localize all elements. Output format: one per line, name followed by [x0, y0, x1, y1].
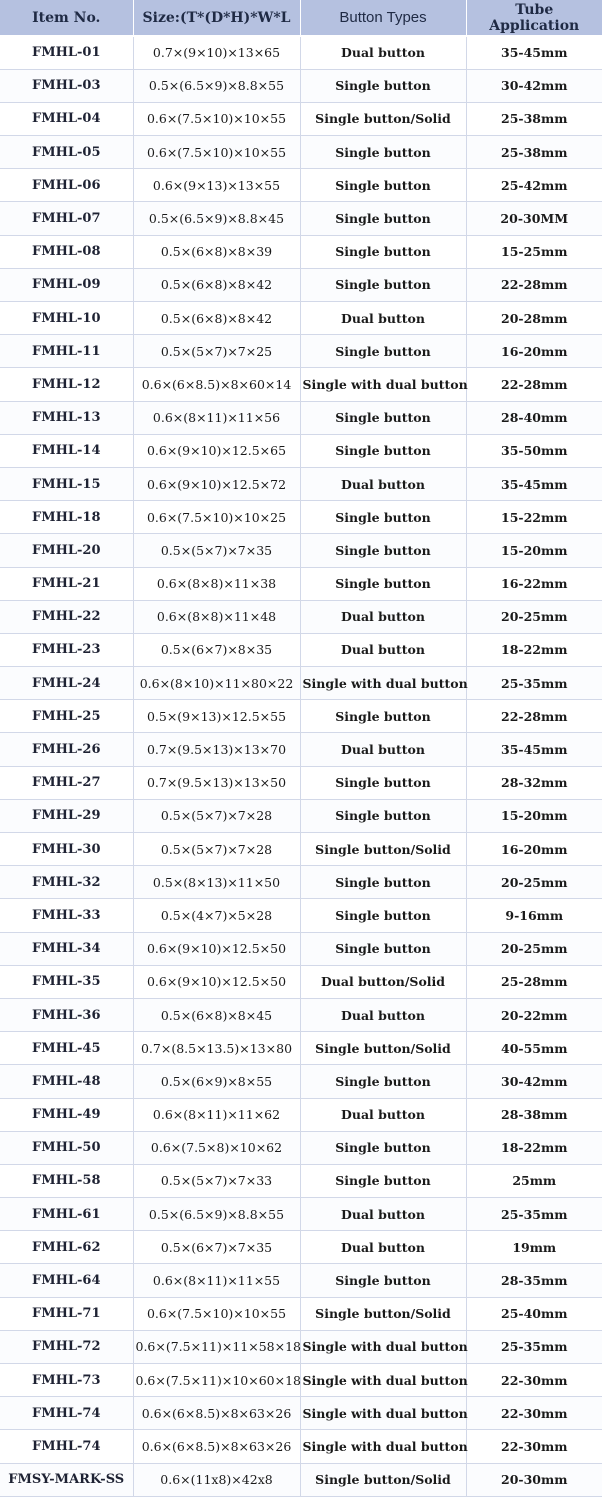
cell-button-type: Single with dual button — [300, 1430, 466, 1463]
cell-item-no: FMHL-64 — [0, 1264, 133, 1297]
cell-size: 0.6×(6×8.5)×8×60×14 — [133, 368, 300, 401]
table-row — [0, 69, 602, 102]
cell-button-type: Single button/Solid — [300, 833, 466, 866]
cell-size: 0.6×(9×10)×12.5×50 — [133, 932, 300, 965]
cell-tube-application: 16-20mm — [466, 833, 602, 866]
cell-size: 0.6×(8×8)×11×48 — [133, 600, 300, 633]
cell-item-no: FMHL-71 — [0, 1297, 133, 1330]
cell-button-type: Dual button — [300, 633, 466, 666]
cell-size: 0.6×(11x8)×42x8 — [133, 1463, 300, 1496]
cell-tube-application: 18-22mm — [466, 1131, 602, 1164]
cell-button-type: Single button — [300, 932, 466, 965]
cell-size: 0.5×(6×7)×8×35 — [133, 633, 300, 666]
cell-item-no: FMHL-23 — [0, 633, 133, 666]
cell-tube-application: 35-45mm — [466, 733, 602, 766]
cell-button-type: Single button/Solid — [300, 1032, 466, 1065]
cell-button-type: Single with dual button — [300, 1397, 466, 1430]
cell-size: 0.5×(5×7)×7×25 — [133, 335, 300, 368]
cell-button-type: Single button — [300, 1065, 466, 1098]
table-row — [0, 965, 602, 998]
cell-button-type: Single button — [300, 866, 466, 899]
table-row — [0, 998, 602, 1031]
cell-size: 0.5×(8×13)×11×50 — [133, 866, 300, 899]
table-row — [0, 235, 602, 268]
cell-item-no: FMHL-08 — [0, 235, 133, 268]
table-row — [0, 202, 602, 235]
cell-item-no: FMHL-72 — [0, 1330, 133, 1363]
cell-size: 0.5×(5×7)×7×33 — [133, 1164, 300, 1197]
cell-item-no: FMHL-61 — [0, 1198, 133, 1231]
cell-item-no: FMSY-MARK-SS — [0, 1463, 133, 1496]
cell-tube-application: 22-30mm — [466, 1397, 602, 1430]
cell-button-type: Dual button — [300, 1231, 466, 1264]
cell-button-type: Dual button — [300, 998, 466, 1031]
cell-tube-application: 20-22mm — [466, 998, 602, 1031]
cell-item-no: FMHL-26 — [0, 733, 133, 766]
cell-tube-application: 22-28mm — [466, 368, 602, 401]
header-item-no: Item No. — [0, 0, 133, 36]
cell-size: 0.6×(9×10)×12.5×50 — [133, 965, 300, 998]
cell-button-type: Single button — [300, 766, 466, 799]
cell-item-no: FMHL-18 — [0, 501, 133, 534]
table-row — [0, 434, 602, 467]
cell-item-no: FMHL-20 — [0, 534, 133, 567]
cell-item-no: FMHL-73 — [0, 1364, 133, 1397]
cell-item-no: FMHL-01 — [0, 36, 133, 69]
table-row — [0, 700, 602, 733]
cell-button-type: Single button — [300, 202, 466, 235]
cell-size: 0.6×(7.5×10)×10×55 — [133, 102, 300, 135]
table-row — [0, 667, 602, 700]
cell-tube-application: 22-30mm — [466, 1430, 602, 1463]
cell-item-no: FMHL-05 — [0, 136, 133, 169]
cell-tube-application: 20-30MM — [466, 202, 602, 235]
cell-button-type: Dual button — [300, 1198, 466, 1231]
cell-tube-application: 15-22mm — [466, 501, 602, 534]
cell-tube-application: 25-35mm — [466, 1198, 602, 1231]
cell-size: 0.6×(6×8.5)×8×63×26 — [133, 1430, 300, 1463]
cell-tube-application: 25-35mm — [466, 667, 602, 700]
cell-tube-application: 28-32mm — [466, 766, 602, 799]
table-row — [0, 467, 602, 500]
cell-size: 0.5×(6.5×9)×8.8×55 — [133, 69, 300, 102]
cell-item-no: FMHL-07 — [0, 202, 133, 235]
cell-size: 0.7×(9.5×13)×13×70 — [133, 733, 300, 766]
cell-size: 0.6×(9×10)×12.5×72 — [133, 467, 300, 500]
cell-button-type: Single button — [300, 335, 466, 368]
cell-button-type: Dual button — [300, 1098, 466, 1131]
cell-tube-application: 20-30mm — [466, 1463, 602, 1496]
cell-item-no: FMHL-03 — [0, 69, 133, 102]
table-row — [0, 1231, 602, 1264]
table-row — [0, 1164, 602, 1197]
cell-size: 0.6×(7.5×11)×10×60×18 — [133, 1364, 300, 1397]
cell-item-no: FMHL-58 — [0, 1164, 133, 1197]
cell-tube-application: 20-25mm — [466, 932, 602, 965]
cell-size: 0.5×(6×8)×8×42 — [133, 302, 300, 335]
cell-item-no: FMHL-50 — [0, 1131, 133, 1164]
cell-item-no: FMHL-48 — [0, 1065, 133, 1098]
cell-tube-application: 18-22mm — [466, 633, 602, 666]
cell-tube-application: 35-45mm — [466, 467, 602, 500]
cell-item-no: FMHL-32 — [0, 866, 133, 899]
cell-tube-application: 20-25mm — [466, 600, 602, 633]
cell-tube-application: 22-28mm — [466, 268, 602, 301]
table-row — [0, 1098, 602, 1131]
header-tube-application: Tube Application — [466, 0, 602, 36]
table-row — [0, 335, 602, 368]
cell-tube-application: 25-28mm — [466, 965, 602, 998]
table-row — [0, 1032, 602, 1065]
cell-tube-application: 25-38mm — [466, 102, 602, 135]
cell-size: 0.6×(6×8.5)×8×63×26 — [133, 1397, 300, 1430]
table-row — [0, 633, 602, 666]
cell-button-type: Single button — [300, 700, 466, 733]
table-body — [0, 36, 602, 1496]
cell-tube-application: 19mm — [466, 1231, 602, 1264]
cell-button-type: Dual button — [300, 600, 466, 633]
cell-button-type: Dual button — [300, 36, 466, 69]
cell-item-no: FMHL-09 — [0, 268, 133, 301]
cell-item-no: FMHL-35 — [0, 965, 133, 998]
cell-size: 0.5×(5×7)×7×28 — [133, 799, 300, 832]
cell-size: 0.6×(8×11)×11×62 — [133, 1098, 300, 1131]
cell-item-no: FMHL-34 — [0, 932, 133, 965]
table-row — [0, 567, 602, 600]
table-row — [0, 268, 602, 301]
cell-item-no: FMHL-22 — [0, 600, 133, 633]
cell-size: 0.5×(6×8)×8×45 — [133, 998, 300, 1031]
table-row — [0, 534, 602, 567]
cell-tube-application: 9-16mm — [466, 899, 602, 932]
cell-item-no: FMHL-15 — [0, 467, 133, 500]
cell-button-type: Single button/Solid — [300, 1463, 466, 1496]
cell-tube-application: 28-40mm — [466, 401, 602, 434]
cell-button-type: Single button — [300, 169, 466, 202]
cell-tube-application: 40-55mm — [466, 1032, 602, 1065]
cell-item-no: FMHL-62 — [0, 1231, 133, 1264]
cell-size: 0.5×(6×7)×7×35 — [133, 1231, 300, 1264]
cell-button-type: Single button — [300, 1164, 466, 1197]
cell-button-type: Dual button — [300, 302, 466, 335]
cell-tube-application: 20-25mm — [466, 866, 602, 899]
table-row — [0, 600, 602, 633]
table-row — [0, 1264, 602, 1297]
cell-tube-application: 30-42mm — [466, 1065, 602, 1098]
cell-tube-application: 30-42mm — [466, 69, 602, 102]
cell-tube-application: 35-50mm — [466, 434, 602, 467]
cell-item-no: FMHL-11 — [0, 335, 133, 368]
table-row — [0, 368, 602, 401]
cell-tube-application: 35-45mm — [466, 36, 602, 69]
table-row — [0, 1131, 602, 1164]
cell-size: 0.5×(5×7)×7×28 — [133, 833, 300, 866]
cell-size: 0.7×(9.5×13)×13×50 — [133, 766, 300, 799]
cell-item-no: FMHL-29 — [0, 799, 133, 832]
cell-size: 0.6×(7.5×11)×11×58×18 — [133, 1330, 300, 1363]
table-row — [0, 1065, 602, 1098]
cell-button-type: Dual button/Solid — [300, 965, 466, 998]
cell-item-no: FMHL-14 — [0, 434, 133, 467]
table-row — [0, 833, 602, 866]
header-row — [0, 0, 602, 36]
table-row — [0, 1330, 602, 1363]
cell-item-no: FMHL-45 — [0, 1032, 133, 1065]
cell-item-no: FMHL-24 — [0, 667, 133, 700]
cell-button-type: Single button — [300, 534, 466, 567]
cell-button-type: Single with dual button — [300, 667, 466, 700]
cell-item-no: FMHL-06 — [0, 169, 133, 202]
cell-size: 0.7×(9×10)×13×65 — [133, 36, 300, 69]
cell-tube-application: 15-20mm — [466, 799, 602, 832]
cell-item-no: FMHL-30 — [0, 833, 133, 866]
cell-tube-application: 22-28mm — [466, 700, 602, 733]
table-row — [0, 501, 602, 534]
cell-button-type: Single button/Solid — [300, 102, 466, 135]
table-row — [0, 1297, 602, 1330]
cell-button-type: Single with dual button — [300, 1330, 466, 1363]
table-row — [0, 1364, 602, 1397]
table-row — [0, 799, 602, 832]
cell-size: 0.6×(9×13)×13×55 — [133, 169, 300, 202]
cell-size: 0.5×(6.5×9)×8.8×55 — [133, 1198, 300, 1231]
cell-tube-application: 16-22mm — [466, 567, 602, 600]
cell-button-type: Single button — [300, 401, 466, 434]
cell-tube-application: 20-28mm — [466, 302, 602, 335]
cell-button-type: Single button — [300, 899, 466, 932]
table-header — [0, 0, 602, 36]
header-size: Size:(T*(D*H)*W*L — [133, 0, 300, 36]
cell-size: 0.5×(9×13)×12.5×55 — [133, 700, 300, 733]
cell-button-type: Single button — [300, 434, 466, 467]
cell-size: 0.6×(8×11)×11×55 — [133, 1264, 300, 1297]
cell-item-no: FMHL-04 — [0, 102, 133, 135]
table-row — [0, 169, 602, 202]
cell-size: 0.6×(8×8)×11×38 — [133, 567, 300, 600]
cell-tube-application: 28-35mm — [466, 1264, 602, 1297]
cell-size: 0.5×(6×8)×8×42 — [133, 268, 300, 301]
cell-size: 0.6×(9×10)×12.5×65 — [133, 434, 300, 467]
cell-button-type: Single with dual button — [300, 1364, 466, 1397]
table-row — [0, 401, 602, 434]
cell-button-type: Single button — [300, 799, 466, 832]
cell-button-type: Single with dual button — [300, 368, 466, 401]
cell-tube-application: 28-38mm — [466, 1098, 602, 1131]
cell-tube-application: 16-20mm — [466, 335, 602, 368]
cell-size: 0.6×(7.5×10)×10×25 — [133, 501, 300, 534]
cell-button-type: Single button — [300, 1131, 466, 1164]
cell-size: 0.7×(8.5×13.5)×13×80 — [133, 1032, 300, 1065]
cell-button-type: Single button — [300, 235, 466, 268]
cell-item-no: FMHL-74 — [0, 1397, 133, 1430]
cell-button-type: Single button — [300, 501, 466, 534]
cell-item-no: FMHL-33 — [0, 899, 133, 932]
table-row — [0, 733, 602, 766]
cell-size: 0.5×(6×8)×8×39 — [133, 235, 300, 268]
cell-size: 0.6×(7.5×8)×10×62 — [133, 1131, 300, 1164]
table-row — [0, 866, 602, 899]
cell-item-no: FMHL-49 — [0, 1098, 133, 1131]
cell-item-no: FMHL-25 — [0, 700, 133, 733]
table-row — [0, 1198, 602, 1231]
cell-size: 0.6×(8×10)×11×80×22 — [133, 667, 300, 700]
cell-tube-application: 15-25mm — [466, 235, 602, 268]
cell-size: 0.5×(6×9)×8×55 — [133, 1065, 300, 1098]
table-row — [0, 1430, 602, 1463]
cell-item-no: FMHL-36 — [0, 998, 133, 1031]
cell-item-no: FMHL-12 — [0, 368, 133, 401]
cell-size: 0.5×(4×7)×5×28 — [133, 899, 300, 932]
cell-item-no: FMHL-10 — [0, 302, 133, 335]
table-row — [0, 899, 602, 932]
table-row — [0, 136, 602, 169]
cell-button-type: Single button — [300, 268, 466, 301]
cell-button-type: Single button — [300, 567, 466, 600]
cell-tube-application: 22-30mm — [466, 1364, 602, 1397]
cell-item-no: FMHL-27 — [0, 766, 133, 799]
table-row — [0, 766, 602, 799]
cell-button-type: Dual button — [300, 733, 466, 766]
cell-tube-application: 25mm — [466, 1164, 602, 1197]
cell-tube-application: 25-42mm — [466, 169, 602, 202]
table-row — [0, 302, 602, 335]
cell-size: 0.6×(8×11)×11×56 — [133, 401, 300, 434]
cell-button-type: Single button/Solid — [300, 1297, 466, 1330]
cell-item-no: FMHL-13 — [0, 401, 133, 434]
table-row — [0, 932, 602, 965]
cell-tube-application: 25-40mm — [466, 1297, 602, 1330]
cell-button-type: Dual button — [300, 467, 466, 500]
header-button-types: Button Types — [300, 0, 466, 36]
cell-size: 0.5×(6.5×9)×8.8×45 — [133, 202, 300, 235]
cell-item-no: FMHL-74 — [0, 1430, 133, 1463]
cell-button-type: Single button — [300, 136, 466, 169]
cell-button-type: Single button — [300, 1264, 466, 1297]
cell-size: 0.6×(7.5×10)×10×55 — [133, 1297, 300, 1330]
cell-size: 0.6×(7.5×10)×10×55 — [133, 136, 300, 169]
table-row — [0, 1463, 602, 1496]
table-row — [0, 102, 602, 135]
cell-size: 0.5×(5×7)×7×35 — [133, 534, 300, 567]
cell-tube-application: 25-35mm — [466, 1330, 602, 1363]
cell-tube-application: 15-20mm — [466, 534, 602, 567]
table-row — [0, 36, 602, 69]
cell-button-type: Single button — [300, 69, 466, 102]
cell-tube-application: 25-38mm — [466, 136, 602, 169]
cell-item-no: FMHL-21 — [0, 567, 133, 600]
table-row — [0, 1397, 602, 1430]
